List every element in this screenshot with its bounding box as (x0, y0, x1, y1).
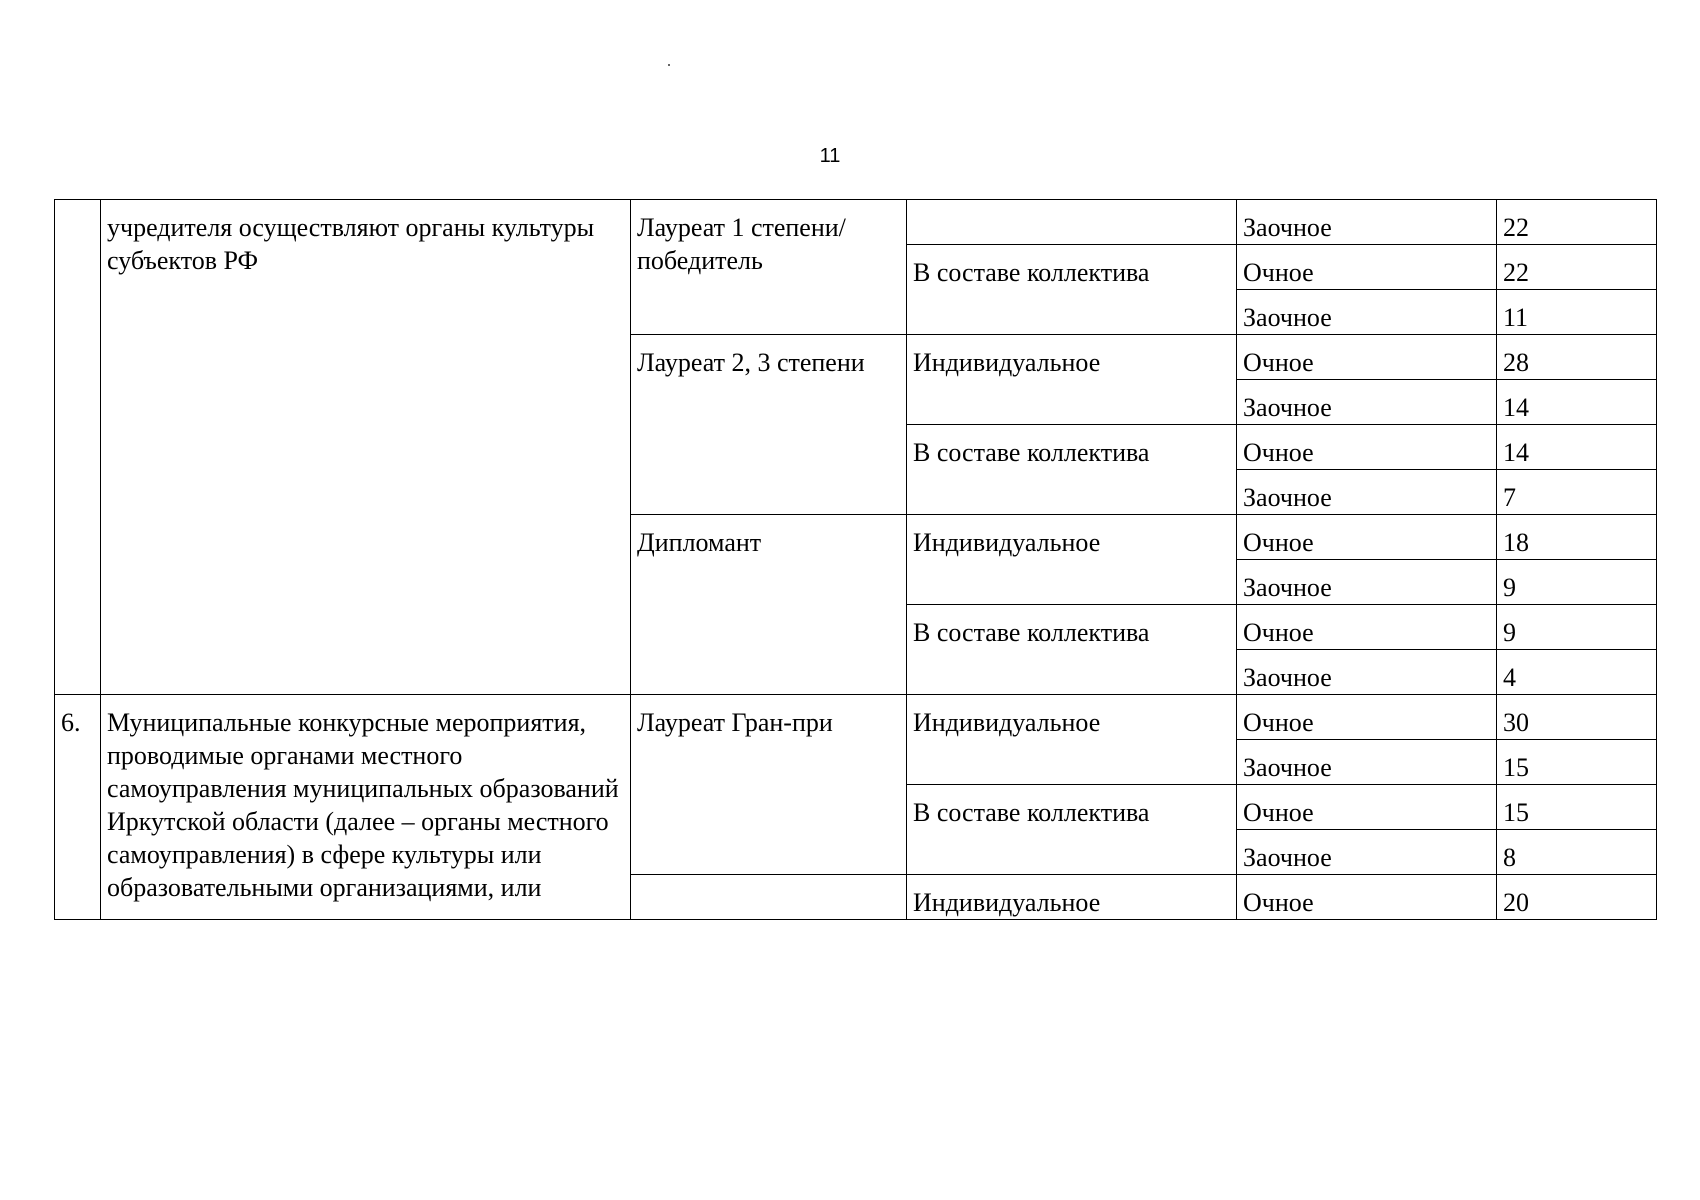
participation-type-cell: В составе коллектива (907, 425, 1237, 515)
participation-form-cell: Заочное (1237, 470, 1497, 515)
points-cell: 14 (1497, 380, 1657, 425)
table-row (55, 200, 1657, 245)
points-cell: 15 (1497, 785, 1657, 830)
page-number: 11 (819, 145, 841, 167)
participation-form-cell: Очное (1237, 875, 1497, 920)
points-cell: 9 (1497, 560, 1657, 605)
participation-type-cell: Индивидуальное (907, 875, 1237, 920)
points-cell: 22 (1497, 200, 1657, 245)
participation-form-cell: Заочное (1237, 830, 1497, 875)
points-cell: 20 (1497, 875, 1657, 920)
scan-speck (668, 64, 670, 66)
award-status-cell: Лауреат Гран-при (631, 695, 907, 875)
participation-form-cell: Заочное (1237, 650, 1497, 695)
points-cell: 14 (1497, 425, 1657, 470)
participation-type-cell: В составе коллектива (907, 245, 1237, 335)
award-status-cell (631, 875, 907, 920)
participation-type-cell: Индивидуальное (907, 335, 1237, 425)
points-cell: 22 (1497, 245, 1657, 290)
row-number-cell (55, 200, 101, 695)
event-description-cell: Муниципальные конкурсные мероприятия, проводимые органами местного самоуправления муниципальных образований Иркутской области (далее – органы местного самоуправления) в сфере культуры или образовательными организациями, или (101, 695, 631, 920)
points-cell: 15 (1497, 740, 1657, 785)
participation-form-cell: Очное (1237, 605, 1497, 650)
participation-form-cell: Очное (1237, 785, 1497, 830)
row-number-cell: 6. (55, 695, 101, 920)
participation-form-cell: Заочное (1237, 200, 1497, 245)
participation-form-cell: Очное (1237, 245, 1497, 290)
points-cell: 4 (1497, 650, 1657, 695)
award-status-cell: Лауреат 1 степени/победитель (631, 200, 907, 335)
event-description-cell: учредителя осуществляют органы культуры субъектов РФ (101, 200, 631, 695)
points-cell: 8 (1497, 830, 1657, 875)
table-row (55, 695, 1657, 740)
participation-type-cell (907, 200, 1237, 245)
participation-type-cell: В составе коллектива (907, 605, 1237, 695)
participation-form-cell: Заочное (1237, 290, 1497, 335)
participation-type-cell: В составе коллектива (907, 785, 1237, 875)
points-cell: 11 (1497, 290, 1657, 335)
participation-type-cell: Индивидуальное (907, 515, 1237, 605)
award-status-cell: Лауреат 2, 3 степени (631, 335, 907, 515)
points-cell: 28 (1497, 335, 1657, 380)
participation-form-cell: Очное (1237, 335, 1497, 380)
participation-form-cell: Заочное (1237, 740, 1497, 785)
participation-form-cell: Очное (1237, 515, 1497, 560)
awards-table (54, 199, 1657, 920)
participation-type-cell: Индивидуальное (907, 695, 1237, 785)
participation-form-cell: Заочное (1237, 380, 1497, 425)
participation-form-cell: Очное (1237, 425, 1497, 470)
participation-form-cell: Заочное (1237, 560, 1497, 605)
participation-form-cell: Очное (1237, 695, 1497, 740)
points-cell: 7 (1497, 470, 1657, 515)
points-cell: 18 (1497, 515, 1657, 560)
award-status-cell: Дипломант (631, 515, 907, 695)
points-cell: 30 (1497, 695, 1657, 740)
points-cell: 9 (1497, 605, 1657, 650)
